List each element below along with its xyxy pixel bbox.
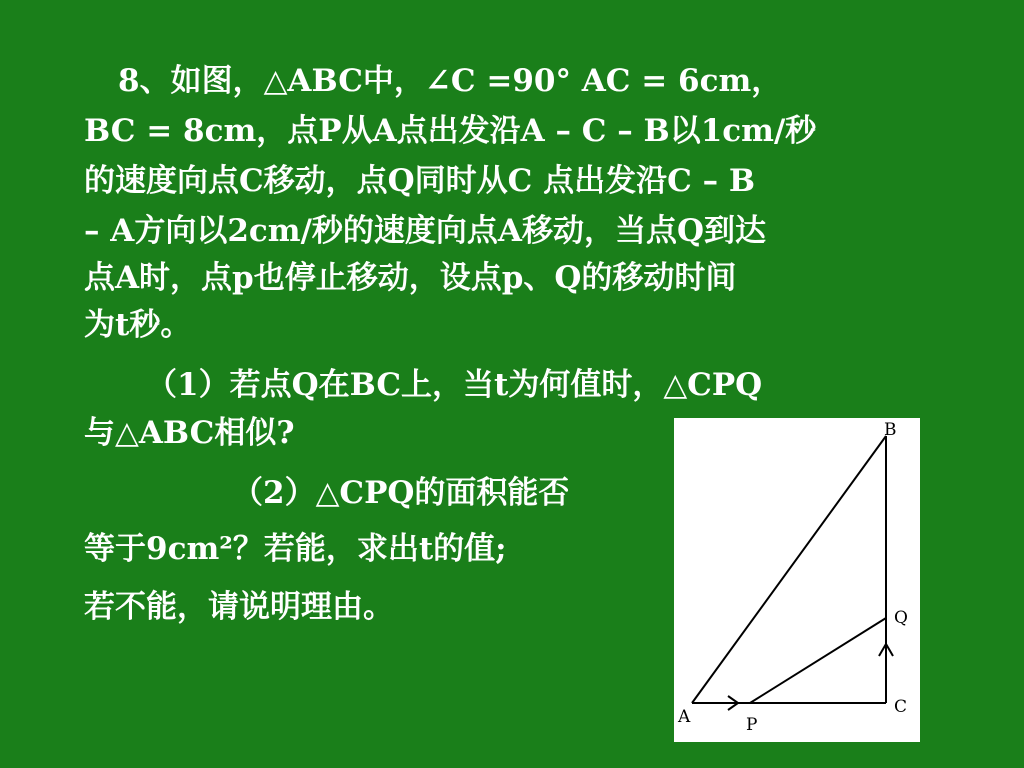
problem-line-4: – A方向以2cm/秒的速度向点A移动，当点Q到达 [84,213,766,249]
question1-line-1: （1）若点Q在BC上，当t为何值时，△CPQ [146,367,763,403]
question2-line-1: （2）△CPQ的面积能否 [232,475,570,511]
side-ab [692,436,886,703]
problem-line-3: 的速度向点C移动，点Q同时从C 点出发沿C – B [84,163,756,199]
label-b: B [884,420,897,440]
label-p: P [746,715,758,735]
question1-line-2: 与△ABC相似? [84,415,295,451]
label-q: Q [894,608,908,628]
triangle-diagram [674,418,920,742]
label-a: A [678,707,691,727]
problem-line-6: 为t秒。 [84,307,192,343]
problem-line-5: 点A时，点p也停止移动，设点p、Q的移动时间 [84,260,737,296]
problem-line-2: BC = 8cm，点P从A点出发沿A – C – B以1cm/秒 [84,113,817,149]
triangle-figure [674,418,920,742]
question2-line-2: 等于9cm²？若能，求出t的值; [84,531,507,567]
label-c: C [894,697,908,717]
question2-line-3: 若不能，请说明理由。 [84,589,394,625]
problem-line-1: 8、如图，△ABC中，∠C =90° AC = 6cm， [118,63,783,99]
segment-pq [750,618,886,703]
